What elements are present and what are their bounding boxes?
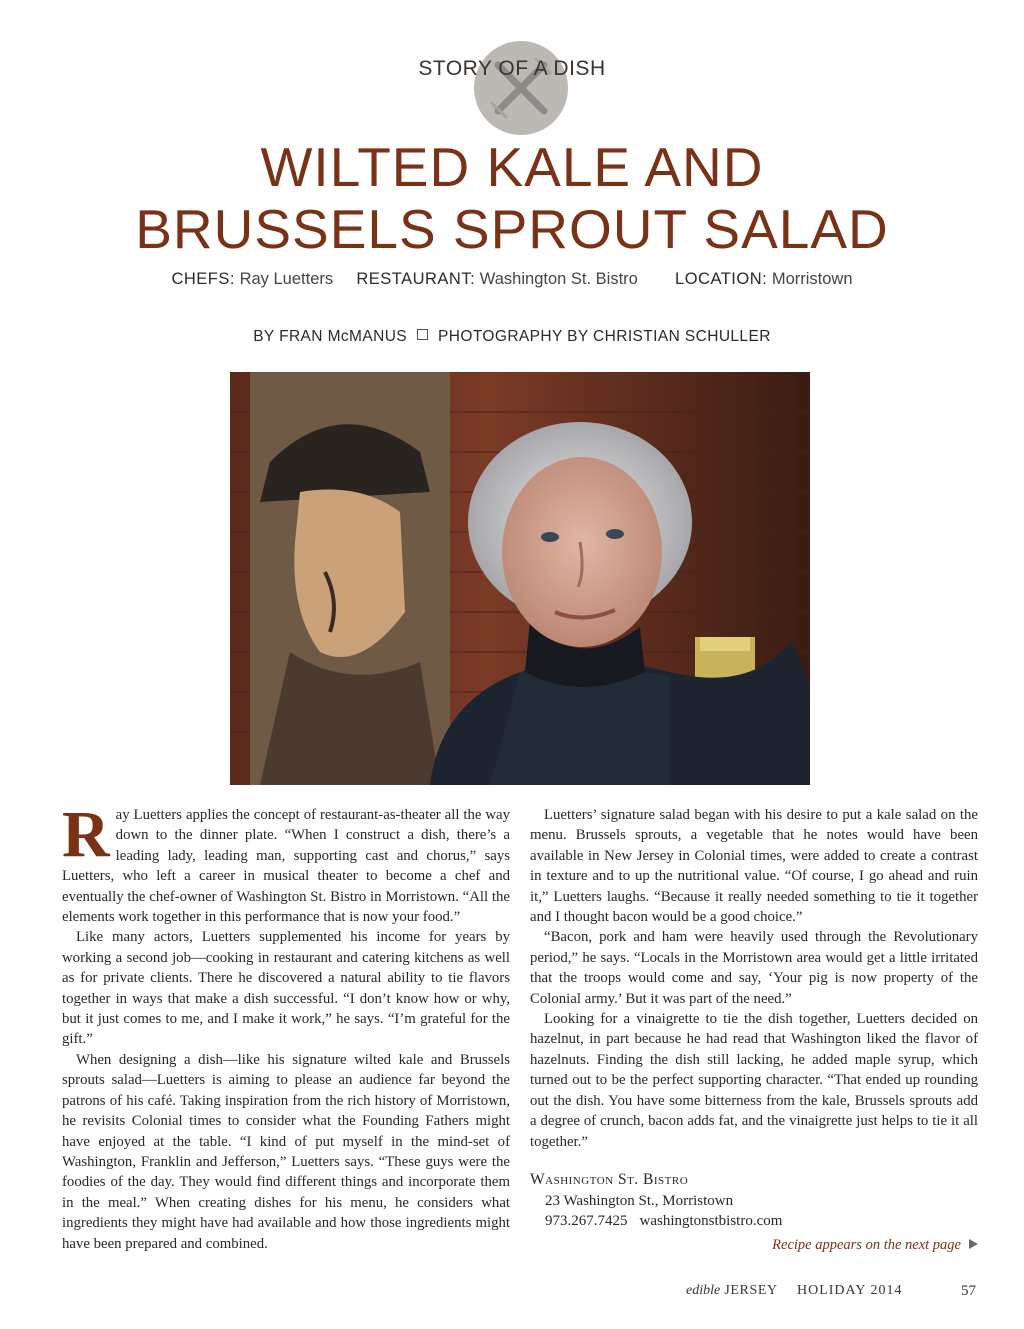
byline [0,328,1024,346]
title-line-1: WILTED KALE AND [260,136,764,198]
magazine-name: edible JERSEY [686,1283,778,1298]
page-footer [0,1283,1024,1303]
recipe-next-page-link[interactable]: Recipe appears on the next page [772,1237,978,1254]
byline-author: BY FRAN McMANUS [253,328,408,345]
section-label: STORY OF A DISH [418,57,606,80]
restaurant-contact [530,1211,782,1232]
restaurant-info [530,1170,782,1232]
paragraph: Luetters’ signature salad began with his desire to put a kale salad on the menu. Brussels sprouts, a vegetable that he notes would have been available in New Jersey in Colonial times, were added to create a contrast in texture and to up the nutritional value. “Of course, I go ahead and ruin it,” Luetters laughs. “Because it really needed something to tie it together and I thought bacon would be a good choice.” [530,807,978,926]
restaurant-value: Washington St. Bistro [479,270,638,288]
restaurant-website-link[interactable]: washingtonstbistro.com [639,1213,783,1229]
restaurant-label: RESTAURANT: [356,270,476,288]
square-separator-icon [417,329,428,340]
location-label: LOCATION: [675,270,768,288]
paragraph: Ray Luetters applies the concept of restaurant-as-theater all the way down to the dinner plate. “When I construct a dish, there’s a leading lady, leading man, supporting cast and chorus,” says Luetters, who left a career in musical theater to become a chef and eventually the chef-owner of Washington St. Bistro in Morristown. “All the elements work together in this performance that is now your food.” [62,798,510,926]
article-column-right [530,805,978,1152]
drop-cap: R [62,798,110,871]
location-value: Morristown [771,270,853,288]
arrow-right-icon [969,1239,978,1249]
section-header [0,38,1024,138]
restaurant-phone: 973.267.7425 [545,1213,628,1229]
page-title [0,136,1024,260]
page-number: 57 [961,1283,976,1299]
restaurant-name: Washington St. Bistro [530,1171,689,1188]
chefs-label: CHEFS: [171,270,235,288]
paragraph: Looking for a vinaigrette to tie the dish together, Luetters decided on hazelnut, in part because he had read that Washington liked the flavor of hazelnuts. Finding the dish still lacking, he added maple syrup, which turned out to be the perfect supporting character. “That ended up rounding out the dish. You have some bitterness from the kale, Brussels sprouts add a degree of crunch, bacon adds fat, and the vinaigrette just helps to tie it all together.” [530,1011,978,1150]
restaurant-address: 23 Washington St., Morristown [545,1192,734,1209]
paragraph: “Bacon, pork and ham were heavily used through the Revolutionary period,” he says. “Locals in the Morristown area would get a little irritated that the troops would come and say, ‘Your pig is now property of the Colonial army.’ But it was part of the need.” [530,929,978,1007]
dish-meta [0,270,1024,289]
issue-label: HOLIDAY 2014 [797,1283,903,1298]
byline-photographer: PHOTOGRAPHY BY CHRISTIAN SCHULLER [438,328,771,345]
paragraph: Like many actors, Luetters supplemented his income for years by working a second job—cooking in restaurant and catering kitchens as well as for private clients. There he discovered a natural ability to tie flavors together in ways that make a dish successful. “I don’t know how or why, but it just comes to me, and I make it work,” he says. “I’m grateful for the gift.” [62,929,510,1048]
chef-portrait-photo [230,372,810,785]
chefs-value: Ray Luetters [239,270,334,288]
paragraph: When designing a dish—like his signature wilted kale and Brussels sprouts salad—Luetters is aiming to please an audience far beyond the patrons of his café. Taking inspiration from the rich history of Morristown, he revisits Colonial times to consider what the Founding Fathers might have enjoyed at the table. “I kind of put myself in the mind-set of Washington, Franklin and Jefferson,” Luetters says. “These guys were the foodies of the day. They would find different things and incorporate them in the meal.” When creating dishes for his menu, he considers what ingredients they might have had available and how those ingredients might have been prepared and combined. [62,1051,510,1252]
title-line-2: BRUSSELS SPROUT SALAD [135,198,889,260]
fork-knife-icon [474,41,568,135]
article-column-left [62,798,510,1254]
